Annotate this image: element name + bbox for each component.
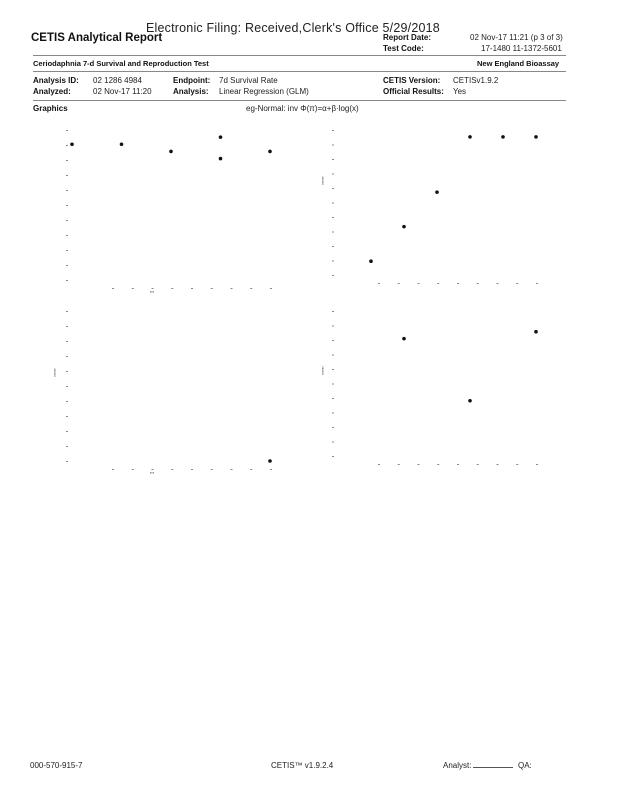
data-point xyxy=(169,150,173,154)
x-tick-speck xyxy=(378,283,380,284)
official-results-label: Official Results: xyxy=(383,87,444,96)
data-point xyxy=(70,142,74,146)
x-tick-speck xyxy=(497,283,499,284)
graphics-label: Graphics xyxy=(33,104,68,113)
y-tick-speck xyxy=(66,280,68,281)
data-point xyxy=(402,337,406,341)
footer-doc-id: 000-570-915-7 xyxy=(30,761,83,770)
scan-speck: ▪▪▪ xyxy=(150,289,155,294)
y-tick-speck xyxy=(66,311,68,312)
scan-speck: ▪▪▪▪▪▪ xyxy=(51,368,57,377)
chart-top-right xyxy=(326,124,546,289)
header-rule xyxy=(33,55,566,56)
y-tick-speck xyxy=(332,261,334,262)
y-tick-speck xyxy=(66,250,68,251)
y-tick-speck xyxy=(66,220,68,221)
y-tick-speck xyxy=(332,159,334,160)
footer-version: CETIS™ v1.9.2.4 xyxy=(271,761,334,770)
scan-speck: ▪▪▪ xyxy=(150,470,155,475)
y-tick-speck xyxy=(66,461,68,462)
x-tick-speck xyxy=(231,469,233,470)
info-rule xyxy=(33,71,566,72)
x-tick-speck xyxy=(270,469,272,470)
x-tick-speck xyxy=(457,464,459,465)
y-tick-speck xyxy=(332,311,334,312)
y-tick-speck xyxy=(332,130,334,131)
y-tick-speck xyxy=(66,356,68,357)
x-tick-speck xyxy=(191,469,193,470)
data-point xyxy=(501,135,505,139)
x-tick-speck xyxy=(457,283,459,284)
y-tick-speck xyxy=(66,416,68,417)
analyst-signature-line xyxy=(473,767,513,768)
x-tick-speck xyxy=(477,283,479,284)
cetis-version-label: CETIS Version: xyxy=(383,76,441,85)
test-code-value: 17-1480 11-1372-5601 xyxy=(481,44,562,53)
y-tick-speck xyxy=(66,130,68,131)
y-tick-speck xyxy=(332,232,334,233)
data-point xyxy=(268,459,272,463)
cetis-version-value: CETISv1.9.2 xyxy=(453,76,499,85)
y-tick-speck xyxy=(332,145,334,146)
y-tick-speck xyxy=(332,217,334,218)
data-point xyxy=(120,142,124,146)
x-tick-speck xyxy=(516,283,518,284)
x-tick-speck xyxy=(171,469,173,470)
y-tick-speck xyxy=(66,326,68,327)
footer-qa-label: QA: xyxy=(518,761,532,770)
y-tick-speck xyxy=(332,174,334,175)
x-tick-speck xyxy=(211,288,213,289)
x-tick-speck xyxy=(112,288,114,289)
model-label: eg-Normal: inv Φ(π)=α+β·log(x) xyxy=(246,104,359,113)
y-tick-speck xyxy=(332,203,334,204)
y-tick-speck xyxy=(66,386,68,387)
y-tick-speck xyxy=(332,456,334,457)
x-tick-speck xyxy=(437,464,439,465)
x-tick-speck xyxy=(191,288,193,289)
y-tick-speck xyxy=(332,355,334,356)
data-point xyxy=(219,157,223,161)
x-tick-speck xyxy=(398,464,400,465)
y-tick-speck xyxy=(66,401,68,402)
test-code-label: Test Code: xyxy=(383,44,424,53)
y-tick-speck xyxy=(332,326,334,327)
y-tick-speck xyxy=(66,341,68,342)
y-tick-speck xyxy=(332,398,334,399)
x-tick-speck xyxy=(112,469,114,470)
data-point xyxy=(534,330,538,334)
data-point xyxy=(402,225,406,229)
data-point xyxy=(219,135,223,139)
x-tick-speck xyxy=(536,283,538,284)
y-tick-speck xyxy=(332,275,334,276)
y-tick-speck xyxy=(332,188,334,189)
y-tick-speck xyxy=(332,246,334,247)
x-tick-speck xyxy=(477,464,479,465)
y-tick-speck xyxy=(66,175,68,176)
test-name: Ceriodaphnia 7-d Survival and Reproduction Test xyxy=(33,59,209,68)
scan-speck: ▪▪▪▪▪▪ xyxy=(319,366,325,375)
filing-stamp: Electronic Filing: Received,Clerk's Office 5/29/2018 xyxy=(146,21,440,35)
y-tick-speck xyxy=(66,446,68,447)
data-point xyxy=(468,135,472,139)
x-tick-speck xyxy=(250,288,252,289)
analyzed-value: 02 Nov-17 11:20 xyxy=(93,87,152,96)
y-tick-speck xyxy=(66,235,68,236)
analyzed-label: Analyzed: xyxy=(33,87,71,96)
y-tick-speck xyxy=(332,369,334,370)
footer-analyst-label: Analyst: xyxy=(443,761,472,770)
x-tick-speck xyxy=(132,469,134,470)
y-tick-speck xyxy=(332,427,334,428)
report-date-label: Report Date: xyxy=(383,33,432,42)
y-tick-speck xyxy=(66,190,68,191)
x-tick-speck xyxy=(418,464,420,465)
x-tick-speck xyxy=(270,288,272,289)
chart-bottom-right xyxy=(326,305,546,470)
x-tick-speck xyxy=(398,283,400,284)
endpoint-label: Endpoint: xyxy=(173,76,211,85)
y-tick-speck xyxy=(66,160,68,161)
y-tick-speck xyxy=(66,265,68,266)
data-point xyxy=(468,399,472,403)
y-tick-speck xyxy=(66,145,68,146)
data-point xyxy=(268,150,272,154)
analysis-id-value: 02 1286 4984 xyxy=(93,76,142,85)
x-tick-speck xyxy=(171,288,173,289)
report-date-value: 02 Nov-17 11:21 (p 3 of 3) xyxy=(470,33,563,42)
lab-name: New England Bioassay xyxy=(477,59,560,68)
x-tick-speck xyxy=(418,283,420,284)
data-point xyxy=(369,259,373,263)
x-tick-speck xyxy=(516,464,518,465)
x-tick-speck xyxy=(231,288,233,289)
x-tick-speck xyxy=(250,469,252,470)
y-tick-speck xyxy=(332,442,334,443)
y-tick-speck xyxy=(332,340,334,341)
y-tick-speck xyxy=(332,413,334,414)
x-tick-speck xyxy=(437,283,439,284)
x-tick-speck xyxy=(211,469,213,470)
scan-speck: ▪▪▪▪▪▪ xyxy=(319,176,325,185)
chart-bottom-left xyxy=(60,305,280,475)
x-tick-speck xyxy=(536,464,538,465)
y-tick-speck xyxy=(332,384,334,385)
analysis-label: Analysis: xyxy=(173,87,209,96)
x-tick-speck xyxy=(132,288,134,289)
report-title: CETIS Analytical Report xyxy=(31,32,163,44)
y-tick-speck xyxy=(66,371,68,372)
endpoint-value: 7d Survival Rate xyxy=(219,76,278,85)
official-results-value: Yes xyxy=(453,87,467,96)
y-tick-speck xyxy=(66,205,68,206)
y-tick-speck xyxy=(66,431,68,432)
x-tick-speck xyxy=(497,464,499,465)
chart-top-left xyxy=(60,124,280,294)
analysis-id-label: Analysis ID: xyxy=(33,76,79,85)
x-tick-speck xyxy=(378,464,380,465)
analysis-value: Linear Regression (GLM) xyxy=(219,87,309,96)
data-point xyxy=(435,190,439,194)
graphics-rule xyxy=(33,100,566,101)
data-point xyxy=(534,135,538,139)
